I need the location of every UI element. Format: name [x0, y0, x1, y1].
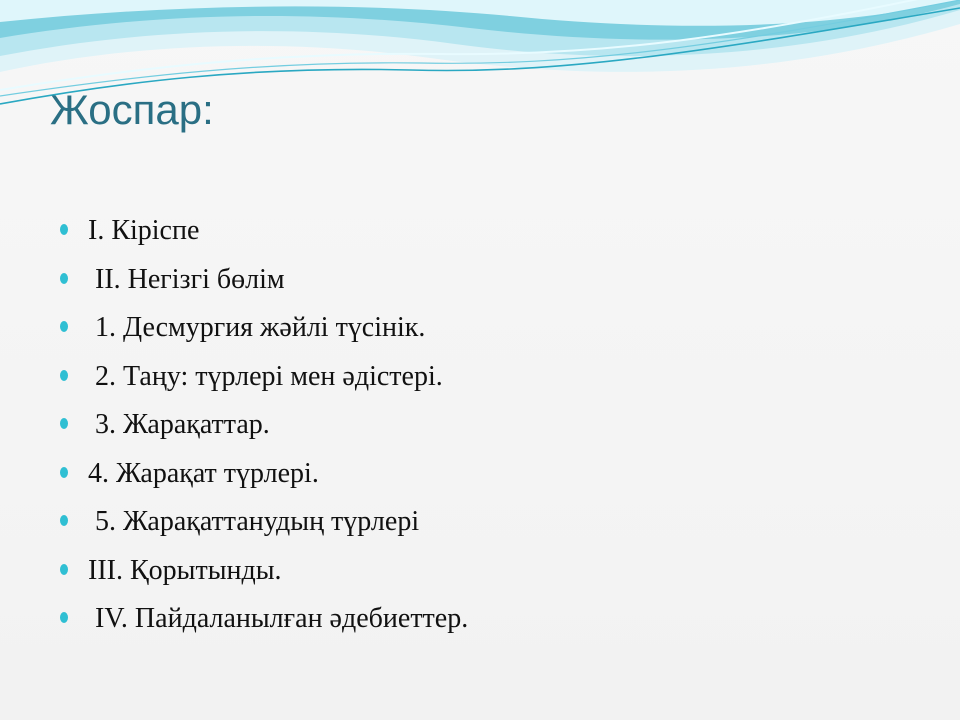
plan-item-label: 1. Десмургия жәйлі түсінік. [95, 312, 426, 343]
plan-item-label: IV. Пайдаланылған әдебиеттер. [95, 603, 469, 634]
plan-item-label: 4. Жарақат түрлері. [88, 457, 319, 489]
plan-item-label: III. Қорытынды. [88, 554, 282, 586]
bullet-icon [60, 273, 68, 284]
plan-item-label: 3. Жарақаттар. [95, 409, 270, 440]
bullet-icon [60, 224, 68, 235]
plan-item-label: 5. Жарақаттанудың түрлері [95, 506, 420, 537]
slide-title: Жоспар: [50, 86, 214, 133]
bullet-icon [60, 370, 68, 381]
bullet-icon [60, 612, 68, 623]
bullet-icon [60, 418, 68, 429]
plan-item-label: II. Негізгі бөлім [95, 263, 285, 295]
bullet-icon [60, 321, 68, 332]
plan-item-label: I. Кіріспе [88, 215, 200, 246]
bullet-icon [60, 564, 68, 575]
bullet-icon [60, 515, 68, 526]
plan-item-label: 2. Таңу: түрлері мен әдістері. [95, 360, 443, 392]
bullet-icon [60, 467, 68, 478]
